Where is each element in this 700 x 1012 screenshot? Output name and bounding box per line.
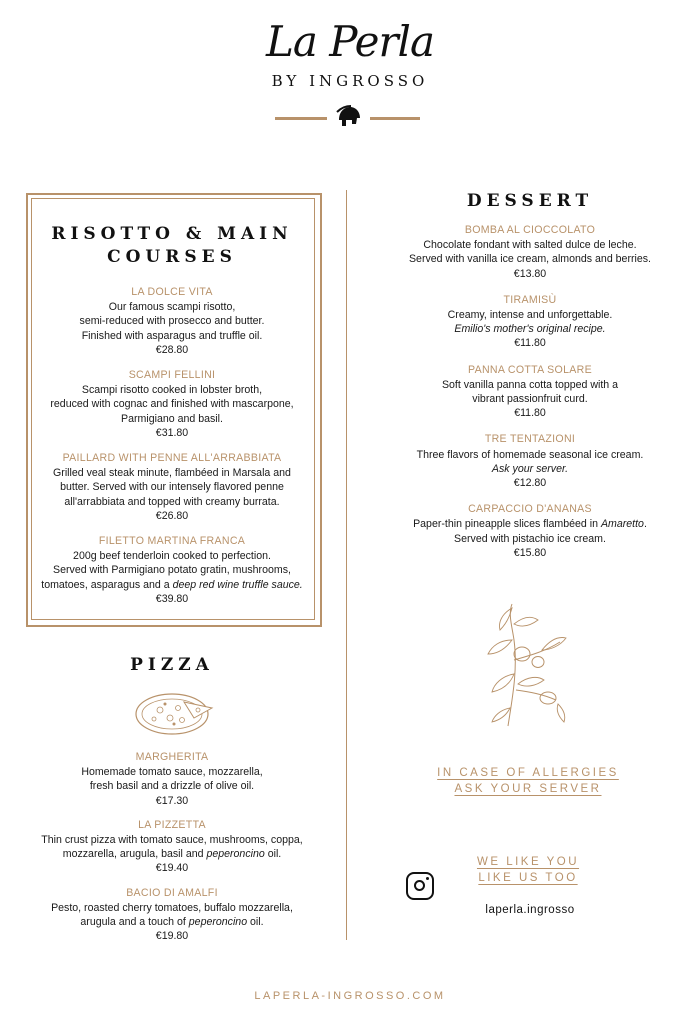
main-courses-title	[38, 223, 306, 269]
item-price: €15.80	[513, 546, 547, 559]
item-name: PAILLARD WITH PENNE ALL'ARRABBIATA	[62, 452, 282, 465]
item-description-line	[38, 578, 306, 592]
item-description-line: butter. Served with our intensely flavored penne	[60, 481, 284, 494]
instagram-handle[interactable]: laperla.ingrosso	[485, 904, 575, 916]
menu-item	[380, 223, 680, 281]
menu-item	[38, 534, 306, 606]
item-description-italic: Amaretto	[600, 518, 644, 531]
item-description-line	[380, 322, 680, 336]
item-price: €19.80	[155, 930, 189, 943]
footer-website-link[interactable]: LAPERLA-INGROSSO.COM	[254, 990, 446, 1002]
item-description-line: Three flavors of homemade seasonal ice cream.	[416, 448, 644, 461]
menu-item	[380, 432, 680, 490]
item-description-line: Thin crust pizza with tomato sauce, mushrooms, coppa,	[41, 834, 303, 847]
item-name: SCAMPI FELLINI	[128, 369, 216, 382]
item-description-text: arugula and a touch of	[80, 916, 189, 929]
menu-item	[380, 293, 680, 351]
item-description-line: Chocolate fondant with salted dulce de leche.	[423, 239, 637, 252]
pizza-illustration-icon	[132, 688, 216, 736]
item-price: €26.80	[155, 509, 189, 522]
item-description-line	[38, 847, 306, 861]
helmet-icon	[334, 104, 364, 128]
item-description-line: reduced with cognac and finished with mascarpone,	[50, 398, 294, 411]
menu-item	[38, 750, 306, 808]
dessert-section	[380, 190, 680, 560]
item-description-line	[38, 915, 306, 929]
item-description-italic: deep red wine truffle sauce.	[172, 578, 303, 591]
item-description-line: Served with pistachio ice cream.	[454, 532, 606, 545]
item-description-line: Served with Parmigiano potato gratin, mushrooms,	[53, 564, 291, 577]
menu-item	[38, 886, 306, 944]
allergy-notice	[420, 765, 636, 797]
item-name: LA PIZZETTA	[138, 818, 206, 831]
instagram-icon-lens	[414, 880, 425, 891]
instagram-icon[interactable]	[406, 872, 434, 900]
item-name: TIRAMISÙ	[503, 293, 557, 306]
item-price: €19.40	[155, 862, 189, 875]
main-courses-title-line2: COURSES	[107, 247, 237, 267]
item-description-italic: peperoncino	[206, 848, 265, 861]
menu-item	[38, 451, 306, 523]
item-description-line: Homemade tomato sauce, mozzarella,	[81, 766, 263, 779]
instagram-icon-dot	[426, 877, 429, 880]
item-description-text: mozzarella, arugula, basil and	[62, 848, 207, 861]
item-name: MARGHERITA	[135, 751, 209, 763]
item-price: €11.80	[514, 407, 546, 420]
item-description-line: Our famous scampi risotto,	[108, 301, 236, 314]
main-courses-title-line1: RISOTTO & MAIN	[51, 224, 293, 244]
item-price: €12.80	[513, 477, 547, 490]
item-name: BACIO DI AMALFI	[126, 886, 218, 899]
logo-subtitle: BY INGROSSO	[271, 72, 429, 90]
item-description-line: Soft vanilla panna cotta topped with a	[441, 378, 619, 391]
menu-item	[380, 363, 680, 421]
item-description-line: Grilled veal steak minute, flambéed in Marsala and	[53, 467, 291, 480]
menu-item	[38, 818, 306, 876]
item-description-italic: Emilio's mother's original recipe.	[454, 323, 606, 336]
menu-item	[38, 285, 306, 357]
item-description-line: Creamy, intense and unforgettable.	[447, 309, 613, 322]
item-description-line: Pesto, roasted cherry tomatoes, buffalo mozzarella,	[51, 901, 293, 914]
item-description-italic: Ask your server.	[491, 462, 569, 475]
item-name: PANNA COTTA SOLARE	[468, 363, 592, 376]
item-description-text: Paper-thin pineapple slices flambéed in	[413, 518, 601, 531]
item-description-text: oil.	[247, 916, 264, 929]
social-line1: WE LIKE YOU	[476, 856, 580, 868]
allergy-line1: IN CASE OF ALLERGIES	[437, 767, 619, 779]
item-price: €13.80	[513, 267, 547, 280]
item-price: €17.30	[155, 794, 189, 807]
logo	[0, 14, 700, 90]
item-description-line: fresh basil and a drizzle of olive oil.	[89, 780, 255, 793]
pizza-section	[38, 655, 306, 675]
item-description-line: Finished with asparagus and truffle oil.	[81, 329, 263, 342]
item-name: FILETTO MARTINA FRANCA	[98, 535, 246, 548]
olive-branch-icon	[478, 600, 570, 728]
column-divider	[346, 190, 347, 940]
pizza-items	[38, 750, 306, 943]
item-name: LA DOLCE VITA	[131, 286, 213, 298]
social-notice[interactable]	[460, 854, 596, 886]
item-description-line: all'arrabbiata and topped with creamy burrata.	[64, 495, 280, 508]
item-description-italic: peperoncino	[188, 916, 248, 929]
item-name: BOMBA AL CIOCCOLATO	[464, 224, 596, 236]
item-description-text: oil.	[264, 848, 282, 861]
item-description-line: Parmigiano and basil.	[121, 412, 223, 425]
item-description-line: Served with vanilla ice cream, almonds and berries.	[408, 253, 651, 266]
main-courses-section	[38, 223, 306, 606]
item-description-line: Scampi risotto cooked in lobster broth,	[81, 384, 263, 397]
item-name: TRE TENTAZIONI	[484, 433, 576, 446]
item-description-line	[380, 517, 680, 531]
menu-item	[38, 368, 306, 440]
social-line2: LIKE US TOO	[478, 872, 578, 884]
ornament-line-right	[370, 117, 420, 120]
item-price: €39.80	[155, 592, 189, 605]
item-description-line: semi-reduced with prosecco and butter.	[79, 315, 265, 328]
item-price: €28.80	[155, 343, 189, 356]
dessert-title: DESSERT	[466, 191, 594, 211]
item-description-line: 200g beef tenderloin cooked to perfection.	[73, 550, 271, 563]
item-price: €11.80	[514, 337, 546, 350]
allergy-line2: ASK YOUR SERVER	[454, 783, 602, 795]
item-description-text: tomatoes, asparagus and a	[41, 578, 173, 591]
pizza-title: PIZZA	[130, 655, 214, 675]
item-description-line	[380, 462, 680, 476]
menu-item	[380, 502, 680, 560]
item-description-line: vibrant passionfruit curd.	[472, 393, 588, 406]
item-description-text: .	[643, 518, 647, 531]
item-price: €31.80	[155, 426, 189, 439]
item-name: CARPACCIO D'ANANAS	[468, 503, 592, 516]
logo-script-text: La Perla	[265, 17, 435, 66]
ornament-line-left	[275, 117, 327, 120]
logo-ornament	[0, 104, 700, 128]
